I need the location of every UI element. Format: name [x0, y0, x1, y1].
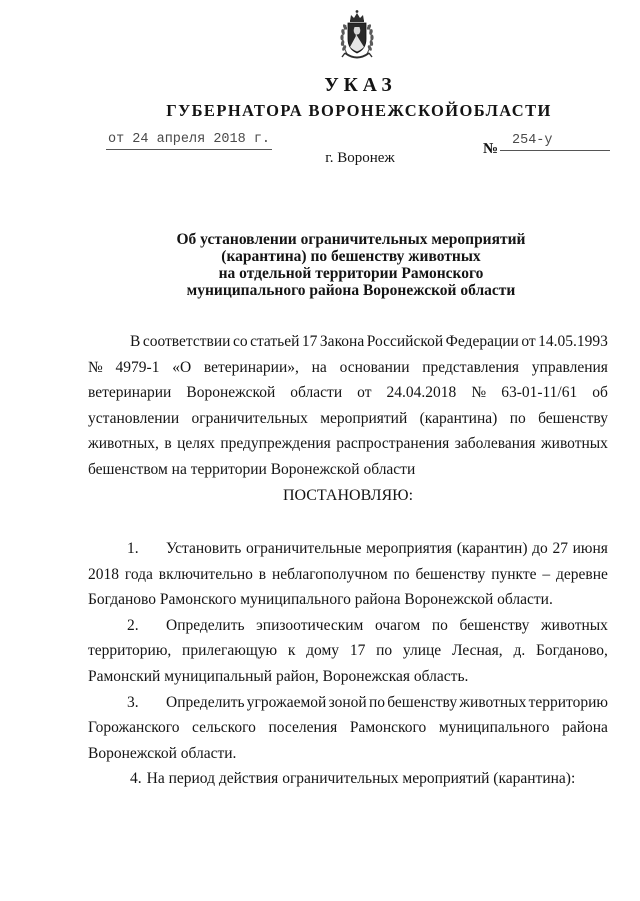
text-word: –	[542, 565, 551, 583]
text-word: бешенству	[415, 565, 486, 583]
text-word: Определить	[166, 693, 245, 711]
item-text-line	[88, 715, 608, 741]
text-word: июня	[572, 540, 608, 557]
item-text-line	[166, 613, 608, 639]
text-word: предупреждения	[220, 435, 331, 453]
preamble-line	[88, 431, 608, 457]
text-word: мероприятий	[320, 409, 408, 427]
text-word: распространения	[336, 435, 450, 453]
document-title-line: на отдельной территории Рамонского	[218, 265, 484, 282]
preamble-line	[88, 355, 608, 381]
item-number: 3.	[127, 693, 139, 711]
text-word: 17	[349, 642, 366, 660]
item-text-line	[88, 638, 608, 664]
text-word: мероприятия	[366, 540, 453, 557]
ribbon-shape	[342, 53, 372, 58]
text-word: Российской	[366, 333, 444, 350]
text-word: 2018	[88, 565, 119, 583]
text-word: зоной	[328, 693, 367, 711]
text-word: 63-01-11/61	[501, 384, 578, 402]
item-text-line: Воронежской области.	[88, 744, 237, 762]
text-word: 4979-1	[115, 358, 160, 376]
item-number: 1.	[127, 540, 139, 557]
text-word: поселения	[268, 719, 338, 737]
text-word: по	[376, 642, 393, 660]
document-title-line: Об установлении ограничительных мероприятий	[176, 231, 526, 248]
text-word: «О	[172, 358, 192, 376]
text-word: Богданово,	[535, 642, 608, 660]
text-word: Горожанского	[88, 719, 180, 737]
document-title-line: (карантина) по бешенству животных	[221, 248, 481, 265]
text-word: территорию,	[88, 642, 172, 660]
text-word: ветеринарии	[88, 384, 172, 402]
text-word: заболевания	[454, 435, 536, 453]
text-word: животных	[459, 693, 527, 711]
city-label: г. Воронеж	[325, 150, 395, 166]
crown-shape	[350, 10, 364, 22]
text-word: Установить	[166, 540, 242, 557]
text-word: 17	[301, 333, 318, 350]
text-word: угрожаемой	[246, 693, 327, 711]
text-word: улице	[402, 642, 442, 660]
preamble-line	[130, 329, 608, 355]
text-word: эпизоотическим	[256, 616, 364, 634]
text-word: по	[368, 693, 385, 711]
text-word: в	[164, 435, 172, 453]
text-word: муниципального	[438, 719, 550, 737]
decree-number: 254-у	[512, 133, 553, 148]
text-word: деревне	[555, 565, 608, 583]
decree-heading: УКАЗ	[324, 75, 397, 96]
text-word: от	[521, 333, 536, 350]
text-word: 14.05.1993	[538, 333, 608, 350]
text-word: пункте	[491, 565, 537, 583]
text-word: №	[88, 358, 103, 376]
item-text-line: На период действия ограничительных мероприятий (карантина):	[146, 770, 576, 788]
preamble-line: бешенством на территории Воронежской области	[88, 460, 416, 478]
text-word: от	[357, 384, 372, 402]
text-word: бешенству	[538, 409, 608, 427]
coat-of-arms-icon	[329, 7, 385, 64]
preamble-line	[88, 380, 608, 406]
item-1	[88, 536, 608, 562]
text-word: бешенству	[387, 693, 458, 711]
text-word: со	[232, 333, 248, 350]
text-word: представления	[422, 358, 520, 376]
text-word: 24.04.2018	[386, 384, 457, 402]
item-text-line: Рамонский муниципальный район, Воронежская область.	[88, 667, 469, 685]
text-word: Лесная,	[451, 642, 503, 660]
document-title	[91, 231, 611, 299]
text-word: Федерации	[445, 333, 519, 350]
text-word: (карантина)	[419, 409, 498, 427]
item-text-line: Богданово Рамонского муниципального района Воронежской области.	[88, 591, 553, 609]
text-word: животных,	[88, 435, 159, 453]
preamble-line	[88, 406, 608, 432]
text-word: Воронежской	[186, 384, 276, 402]
text-word: ограничительных	[191, 409, 308, 427]
text-word: дому	[306, 642, 340, 660]
text-word: бешенству	[459, 616, 530, 634]
decree-items	[88, 536, 608, 792]
document-title-line: муниципального района Воронежской области	[186, 282, 516, 299]
text-word: включительно	[158, 565, 253, 583]
text-word: об	[592, 384, 608, 402]
text-word: территорию	[528, 693, 608, 711]
item-text-line	[88, 562, 608, 588]
shield-shape	[348, 23, 366, 53]
text-word: Определить	[166, 616, 245, 634]
text-word: по	[509, 409, 526, 427]
text-word: сельского	[192, 719, 256, 737]
text-word: В	[130, 333, 141, 350]
item-3	[88, 690, 608, 716]
text-word: прилегающую	[182, 642, 278, 660]
text-word: установлении	[88, 409, 180, 427]
item-number: 2.	[127, 616, 139, 634]
text-word: года	[124, 565, 153, 583]
item-text-line	[166, 690, 608, 716]
resolution-heading: ПОСТАНОВЛЯЮ:	[282, 487, 414, 504]
number-sign: №	[483, 141, 499, 157]
text-word: животных	[540, 435, 608, 453]
item-number: 4.	[130, 770, 142, 788]
text-word: на	[311, 358, 327, 376]
item-text-line	[166, 536, 608, 562]
text-word: 27	[552, 540, 568, 557]
text-word: Рамонского	[349, 719, 427, 737]
item-4	[88, 766, 608, 792]
preamble-paragraph	[88, 329, 608, 483]
text-word: ветеринарии»,	[203, 358, 299, 376]
text-word: по	[431, 616, 448, 634]
text-word: основании	[339, 358, 410, 376]
text-word: Закона	[319, 333, 365, 350]
text-word: к	[287, 642, 296, 660]
text-word: соответствии	[142, 333, 231, 350]
text-word: целях	[177, 435, 215, 453]
item-2	[88, 613, 608, 639]
decree-date: от 24 апреля 2018 г.	[108, 132, 271, 147]
text-word: д.	[513, 642, 526, 660]
text-word: очагом	[374, 616, 421, 634]
text-word: по	[393, 565, 410, 583]
text-word: района	[562, 719, 608, 737]
text-word: №	[471, 384, 487, 402]
text-word: в	[258, 565, 267, 583]
text-word: статьей	[250, 333, 300, 350]
text-word: области	[290, 384, 343, 402]
text-word: неблагополучном	[271, 565, 388, 583]
issuer-heading: ГУБЕРНАТОРА ВОРОНЕЖСКОЙОБЛАСТИ	[166, 101, 552, 120]
text-word: животных	[540, 616, 608, 634]
text-word: ограничительные	[246, 540, 362, 557]
text-word: до	[532, 540, 548, 557]
text-word: управления	[531, 358, 608, 376]
text-word: (карантин)	[456, 540, 528, 557]
